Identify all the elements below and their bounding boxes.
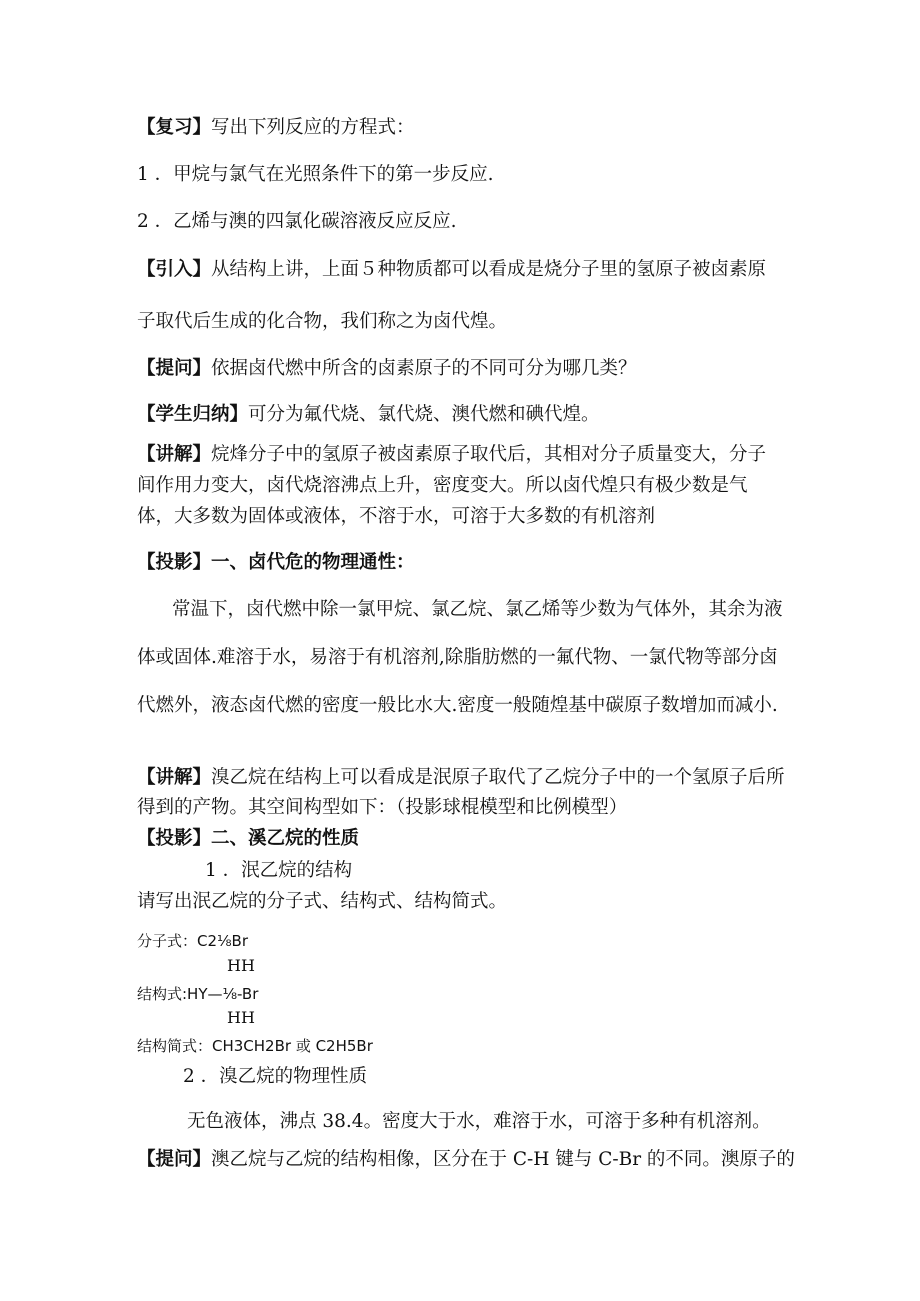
- lecture-label: 【讲解】: [137, 444, 212, 465]
- projection-line-1: [137, 551, 415, 575]
- review-label: 【复习】: [137, 117, 212, 138]
- physical-properties-subheading: 2 ．溴乙烷的物理性质: [183, 1066, 368, 1087]
- lecture2-label: 【讲解】: [137, 767, 212, 788]
- projection-label-1: 【投影】: [137, 552, 212, 573]
- lecture2-text: 溴乙烷在结构上可以看成是泯原子取代了乙烷分子中的一个氢原子后所: [211, 767, 785, 788]
- structure-subheading: 1 ．泯乙烷的结构: [205, 860, 353, 881]
- molecular-formula: 分子式：C2⅛Br: [137, 932, 249, 950]
- lecture2-line-2: 得到的产物。其空间构型如下：（投影球棍模型和比例模型）: [137, 797, 628, 818]
- lecture-line: [137, 443, 766, 467]
- summary-label: 【学生归纳】: [137, 404, 249, 425]
- intro-line-cont: 子取代后生成的化合物，我们称之为卤代煌。: [137, 311, 508, 332]
- projection-label-2: 【投影】: [137, 828, 212, 849]
- property-para-line-1: 常温下，卤代燃中除一氯甲烷、氯乙烷、氯乙烯等少数为气体外，其余为液: [172, 599, 783, 620]
- property-para-line-2: 体或固体.难溶于水，易溶于有机溶剂,除脂肪燃的一氟代物、一氯代物等部分卤: [137, 647, 778, 668]
- property-para-line-3: 代燃外，液态卤代燃的密度一般比水大.密度一般随煌基中碳原子数增加而减小.: [137, 695, 778, 716]
- question2-label: 【提问】: [137, 1149, 212, 1170]
- lecture-text: 烷烽分子中的氢原子被卤素原子取代后，其相对分子质量变大，分子: [211, 444, 767, 465]
- lecture2-line: [137, 766, 785, 790]
- projection-line-2: [137, 827, 359, 851]
- structural-formula-bottom-h: HH: [227, 1008, 255, 1027]
- physical-properties-text: 无色液体，沸点 38.4。密度大于水，难溶于水，可溶于多种有机溶剂。: [187, 1111, 771, 1132]
- intro-text: 从结构上讲，上面５种物质都可以看成是烧分子里的氢原子被卤素原: [211, 259, 767, 280]
- summary-line: [137, 403, 600, 427]
- intro-line: [137, 258, 766, 282]
- structural-formula: 结构式:HY—⅛-Br: [137, 985, 259, 1003]
- review-item-2: 2 ．乙烯与澳的四氯化碳溶液反应反应.: [137, 211, 457, 232]
- question-label: 【提问】: [137, 358, 212, 379]
- review-text: 写出下列反应的方程式：: [211, 117, 415, 138]
- projection-heading-2: 二、溪乙烷的性质: [211, 828, 360, 849]
- question2-line: [137, 1148, 795, 1172]
- summary-text: 可分为氟代烧、氯代烧、澳代燃和碘代煌。: [248, 404, 600, 425]
- condensed-formula: 结构简式：CH3CH2Br 或 C2H5Br: [137, 1037, 373, 1055]
- question2-text: 澳乙烷与乙烷的结构相像，区分在于 C-H 键与 C-Br 的不同。澳原子的: [211, 1149, 795, 1170]
- question-line: [137, 357, 637, 381]
- review-item-1: 1 ．甲烷与氯气在光照条件下的第一步反应.: [137, 164, 494, 185]
- structure-task: 请写出泯乙烷的分子式、结构式、结构简式。: [137, 891, 508, 912]
- review-line: [137, 116, 415, 140]
- projection-heading-1: 一、卤代危的物理通性：: [211, 552, 415, 573]
- question-text: 依据卤代燃中所含的卤素原子的不同可分为哪几类？: [211, 358, 637, 379]
- lecture-line-3: 体，大多数为固体或液体，不溶于水，可溶于大多数的有机溶剂: [137, 506, 656, 527]
- intro-label: 【引入】: [137, 259, 212, 280]
- structural-formula-top-h: HH: [227, 956, 255, 975]
- lecture-line-2: 间作用力变大，卤代烧溶沸点上升，密度变大。所以卤代煌只有极少数是气: [137, 475, 748, 496]
